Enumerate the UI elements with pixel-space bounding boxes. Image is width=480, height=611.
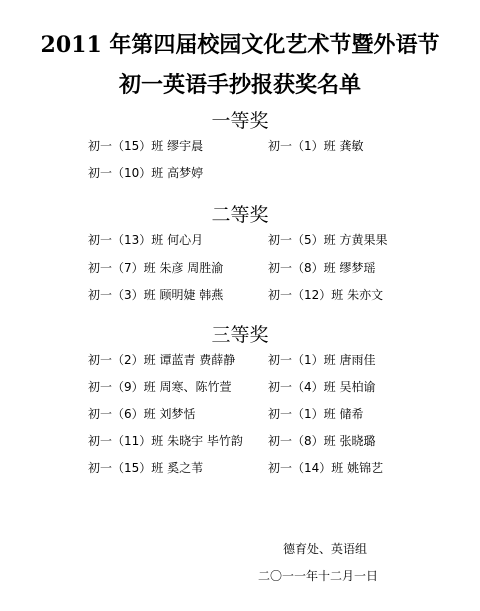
second-prize-entry: 初一（13）班 何心月	[88, 233, 204, 247]
first-prize-entry: 初一（15）班 缪宇晨	[88, 139, 204, 153]
second-prize-entry: 初一（7）班 朱彦 周胜渝	[88, 261, 224, 275]
third-prize-entry: 初一（1）班 唐雨佳	[268, 353, 376, 367]
second-prize-heading: 二等奖	[211, 204, 269, 226]
third-prize-entry: 初一（6）班 刘梦恬	[88, 407, 196, 421]
issue-date: 二〇一一年十二月一日	[258, 569, 379, 583]
second-prize-entry: 初一（12）班 朱亦文	[268, 288, 384, 302]
first-prize-entry: 初一（10）班 高梦婷	[88, 166, 204, 180]
second-prize-entry: 初一（8）班 缪梦瑶	[268, 261, 376, 275]
third-prize-entry: 初一（4）班 吴柏谕	[268, 380, 376, 394]
second-prize-entry: 初一（5）班 方黄果果	[268, 233, 388, 247]
document-title: 2011 年第四届校园文化艺术节暨外语节	[40, 32, 440, 58]
third-prize-entry: 初一（9）班 周寒、陈竹萱	[88, 380, 232, 394]
third-prize-heading: 三等奖	[211, 324, 269, 346]
second-prize-entry: 初一（3）班 顾明婕 韩燕	[88, 288, 224, 302]
third-prize-entry: 初一（8）班 张晓璐	[268, 434, 376, 448]
third-prize-entry: 初一（14）班 姚锦艺	[268, 461, 384, 475]
first-prize-entry: 初一（1）班 龚敏	[268, 139, 364, 153]
third-prize-entry: 初一（15）班 奚之苇	[88, 461, 204, 475]
third-prize-entry: 初一（1）班 储希	[268, 407, 364, 421]
issuing-department: 德育处、英语组	[283, 542, 368, 556]
document-subtitle: 初一英语手抄报获奖名单	[118, 72, 361, 98]
third-prize-entry: 初一（2）班 谭蓝青 费薛静	[88, 353, 236, 367]
third-prize-entry: 初一（11）班 朱晓宇 毕竹韵	[88, 434, 243, 448]
first-prize-heading: 一等奖	[211, 110, 269, 132]
